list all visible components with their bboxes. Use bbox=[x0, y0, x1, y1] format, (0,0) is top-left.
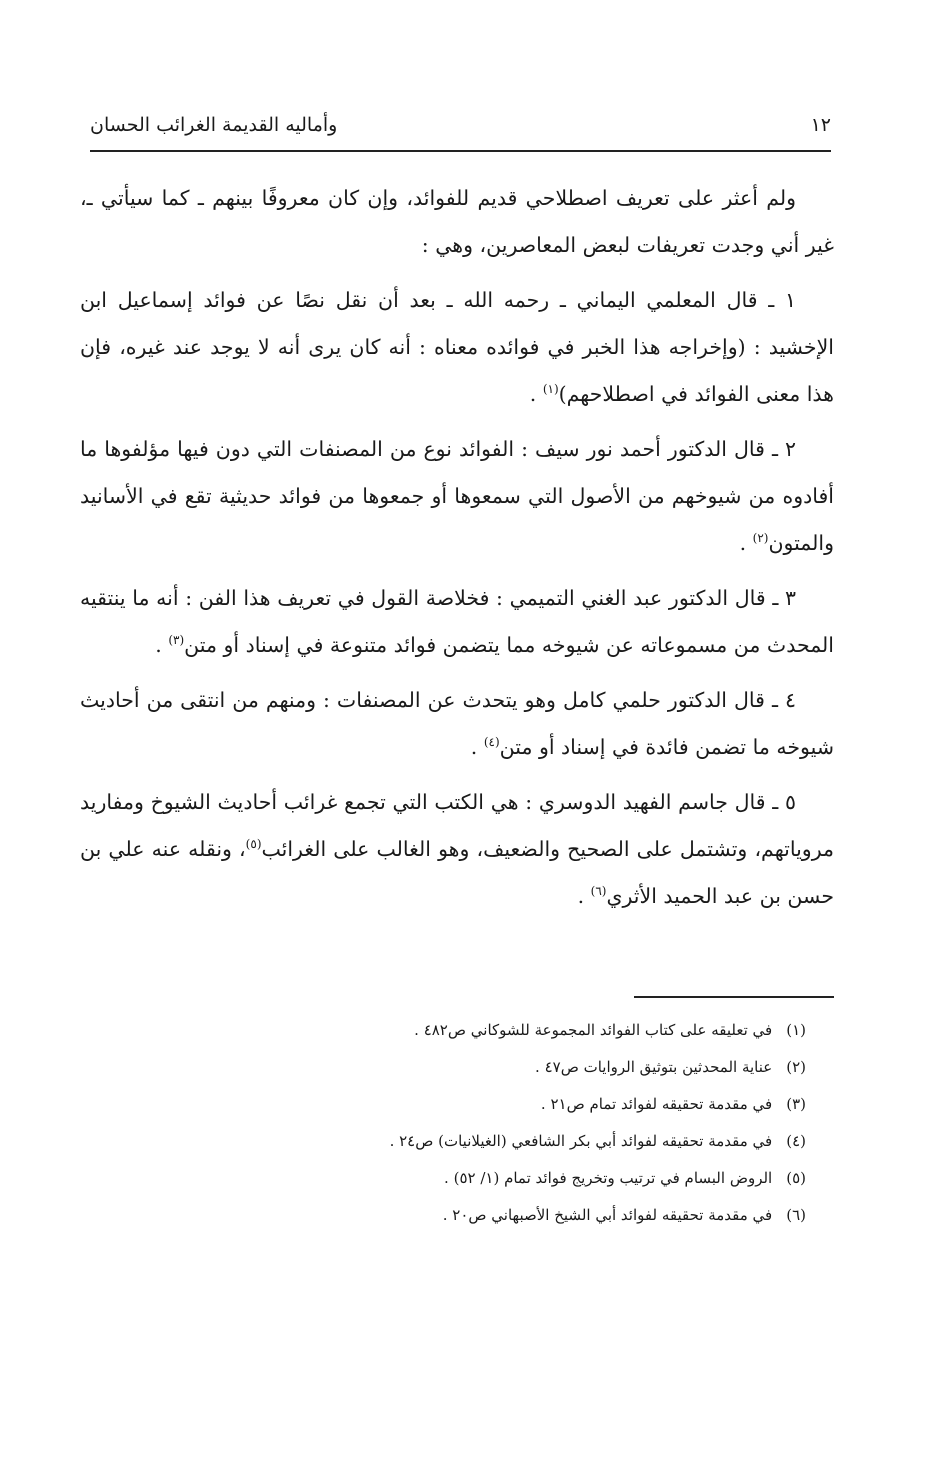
footnotes bbox=[120, 1012, 806, 1234]
footnote-number: (٢) bbox=[786, 1058, 806, 1076]
paragraph-definition-3 bbox=[80, 575, 834, 669]
running-title: وأماليه القديمة الغرائب الحسان bbox=[90, 114, 338, 136]
footnote-text: عناية المحدثين بتوثيق الروايات ص٤٧ . bbox=[535, 1058, 773, 1076]
paragraph-text: ٢ ـ قال الدكتور أحمد نور سيف : الفوائد نوع من المصنفات التي دون فيها مؤلفوها ما أفادوه من شيوخهم من الأصول التي سمعوها أو جمعوها من فوائد حديثية تقع في الأسانيد والمتون bbox=[80, 437, 834, 555]
paragraph-text: ولم أعثر على تعريف اصطلاحي قديم للفوائد، وإن كان معروفًا بينهم ـ كما سيأتي ـ، غير أني وجدت تعريفات لبعض المعاصرين، وهي : bbox=[80, 186, 834, 257]
main-text bbox=[80, 175, 834, 928]
footnote-divider bbox=[634, 996, 834, 998]
footnote-item bbox=[120, 1160, 806, 1197]
end-mark: . bbox=[739, 531, 753, 555]
footnote-text: في مقدمة تحقيقه لفوائد أبي الشيخ الأصبهاني ص٢٠ . bbox=[442, 1206, 773, 1224]
footnote-ref: (٦) bbox=[590, 884, 607, 899]
paragraph-definition-1 bbox=[80, 277, 834, 418]
paragraph-text: ، ونقله عنه علي بن حسن بن عبد الحميد الأثري bbox=[80, 837, 834, 908]
footnote-number: (١) bbox=[786, 1021, 806, 1039]
footnote-item bbox=[120, 1012, 806, 1049]
footnote-item bbox=[120, 1049, 806, 1086]
footnote-ref: (١) bbox=[542, 382, 559, 397]
footnote-text: في مقدمة تحقيقه لفوائد تمام ص٢١ . bbox=[540, 1095, 773, 1113]
paragraph-definition-2 bbox=[80, 426, 834, 567]
footnote-number: (٤) bbox=[786, 1132, 806, 1150]
footnote-item bbox=[120, 1086, 806, 1123]
paragraph-text: ٣ ـ قال الدكتور عبد الغني التميمي : فخلاصة القول في تعريف هذا الفن : أنه ما ينتقيه المحدث من مسموعاته عن شيوخه مما يتضمن فوائد متنوعة في إسناد أو متن bbox=[80, 586, 834, 657]
footnote-item bbox=[120, 1123, 806, 1160]
footnote-ref: (٤) bbox=[483, 735, 500, 750]
paragraph-definition-4 bbox=[80, 677, 834, 771]
footnote-text: في مقدمة تحقيقه لفوائد أبي بكر الشافعي (الغيلانيات) ص٢٤ . bbox=[389, 1132, 773, 1150]
paragraph-text: ١ ـ قال المعلمي اليماني ـ رحمه الله ـ بعد أن نقل نصًا عن فوائد إسماعيل ابن الإخشيد : (وإخراجه هذا الخبر في فوائده معناه : أنه كان يرى أنه لا يوجد عند غيره، فإن هذا معنى الفوائد في اصطلاحهم) bbox=[80, 288, 834, 406]
paragraph-intro bbox=[80, 175, 834, 269]
footnote-number: (٣) bbox=[786, 1095, 806, 1113]
page-number: ١٢ bbox=[810, 114, 831, 136]
page-header bbox=[90, 108, 831, 152]
end-mark: . bbox=[529, 382, 543, 406]
paragraph-definition-5 bbox=[80, 779, 834, 920]
footnote-ref: (٢) bbox=[752, 531, 769, 546]
footnote-text: في تعليقه على كتاب الفوائد المجموعة للشوكاني ص٤٨٢ . bbox=[414, 1021, 773, 1039]
footnote-ref: (٥) bbox=[245, 837, 262, 852]
end-mark: . bbox=[155, 633, 169, 657]
paragraph-text: ٥ ـ قال جاسم الفهيد الدوسري : هي الكتب التي تجمع غرائب أحاديث الشيوخ ومفاريد مروياتهم، وتشتمل على الصحيح والضعيف، وهو الغالب على الغرائب bbox=[80, 790, 834, 861]
footnote-number: (٥) bbox=[786, 1169, 806, 1187]
paragraph-text: ٤ ـ قال الدكتور حلمي كامل وهو يتحدث عن المصنفات : ومنهم من انتقى من أحاديث شيوخه ما تضمن فائدة في إسناد أو متن bbox=[80, 688, 834, 759]
footnote-item bbox=[120, 1197, 806, 1234]
end-mark: . bbox=[577, 884, 591, 908]
footnote-text: الروض البسام في ترتيب وتخريج فوائد تمام (١/ ٥٢) . bbox=[444, 1169, 773, 1187]
end-mark: . bbox=[470, 735, 484, 759]
footnote-ref: (٣) bbox=[168, 633, 185, 648]
footnote-number: (٦) bbox=[786, 1206, 806, 1224]
